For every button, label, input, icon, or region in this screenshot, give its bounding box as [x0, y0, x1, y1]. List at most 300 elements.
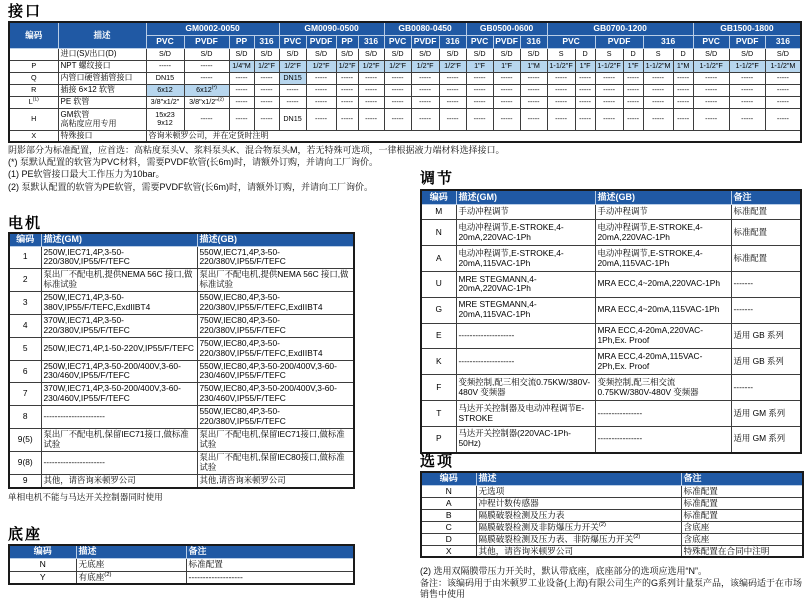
- material-header: PP: [229, 35, 254, 48]
- value-cell: -----: [673, 108, 693, 130]
- value-cell: -----: [547, 72, 575, 84]
- value-cell: -----: [439, 96, 466, 108]
- code-cell: K: [421, 349, 456, 375]
- desc-cell: 电动冲程调节,E-STROKE,4-20mA,115VAC-1Ph: [456, 246, 595, 272]
- remark-cell: 标准配置: [186, 558, 354, 571]
- value-cell: -----: [493, 96, 520, 108]
- value-cell: -----: [254, 84, 279, 96]
- note-line: (2) 泵默认配置的软管为PE软管，需要PVDF软管(长6m)时，请额外订购，并请向工厂询价。: [8, 181, 374, 192]
- table-row: [421, 246, 801, 272]
- table-row: [9, 558, 354, 571]
- value-cell: -----: [466, 72, 493, 84]
- remark-cell: -------: [731, 375, 801, 401]
- code-cell: C: [421, 521, 476, 533]
- desc-cell: MRE STEGMANN,4-20mA,115VAC-1Ph: [456, 297, 595, 323]
- desc-cell: 进口(S)/出口(D): [58, 48, 146, 60]
- remark-cell: 750W,IEC80,4P,3-50-200/400V,3-60-230/460V,IP55/F/TEFC: [197, 383, 354, 406]
- remark-cell: 含底座: [681, 533, 803, 545]
- material-header: PVC: [547, 35, 595, 48]
- column-header: 描述: [58, 22, 146, 48]
- value-cell: DN15: [146, 72, 184, 84]
- value-cell: 6x12: [146, 84, 184, 96]
- table-row: [9, 108, 801, 130]
- table-row: [421, 401, 801, 427]
- code-cell: 9: [9, 474, 41, 487]
- value-cell: -----: [493, 108, 520, 130]
- table-row: [9, 314, 354, 337]
- value-cell: -----: [229, 72, 254, 84]
- value-cell: D: [673, 48, 693, 60]
- value-cell: -----: [184, 60, 229, 72]
- column-header: 描述(GB): [197, 233, 354, 246]
- model-group-header: GB0700-1200: [547, 22, 693, 35]
- material-header: 316: [358, 35, 384, 48]
- table-row: [9, 451, 354, 474]
- value-cell: S/D: [466, 48, 493, 60]
- column-header: 描述: [476, 472, 681, 485]
- value-cell: 3/8"x1/2": [146, 96, 184, 108]
- code-cell: M: [421, 204, 456, 220]
- value-cell: 1"F: [575, 60, 595, 72]
- value-cell: 3/8"x1/2"$^{(2)}$: [184, 96, 229, 108]
- desc-cell: 内管口硬管插管接口: [58, 72, 146, 84]
- value-cell: -----: [336, 72, 358, 84]
- desc-cell: MRA ECC,4~20mA,220VAC-1Ph: [595, 272, 731, 298]
- material-header: PVDF: [595, 35, 643, 48]
- table-row: [9, 84, 801, 96]
- desc-cell: 马达开关控制器及电动冲程调节E-STROKE: [456, 401, 595, 427]
- value-cell: -----: [595, 96, 623, 108]
- remark-cell: 适用 GM 系列: [731, 401, 801, 427]
- value-cell: -----: [595, 108, 623, 130]
- value-cell: 1/2"F: [384, 60, 411, 72]
- value-cell: -----: [229, 108, 254, 130]
- superscript: (2): [598, 522, 606, 529]
- value-cell: -----: [306, 108, 336, 130]
- table-row: [9, 406, 354, 429]
- value-cell: DN15: [279, 72, 306, 84]
- desc-cell: PE 软管: [58, 96, 146, 108]
- value-cell: S/D: [693, 48, 729, 60]
- value-cell: -----: [693, 84, 729, 96]
- value-cell: -----: [729, 72, 765, 84]
- value-cell: S/D: [306, 48, 336, 60]
- desc-cell: 变频控制,配三相交流0.75KW/380V-480V 变频器: [595, 375, 731, 401]
- material-header: PVC: [466, 35, 493, 48]
- table-row: [9, 383, 354, 406]
- remark-cell: -------------------: [186, 571, 354, 584]
- value-cell: 1/2"F: [279, 60, 306, 72]
- value-cell: 1-1/2"F: [547, 60, 575, 72]
- remark-cell: 标准配置: [731, 220, 801, 246]
- material-header: PVC: [693, 35, 729, 48]
- desc-cell: 泵出厂不配电机,提供NEMA 56C 接口,做标准试验: [41, 269, 197, 292]
- value-cell: -----: [384, 72, 411, 84]
- remark-cell: 550W,IEC80,4P,3-50-220/380V,IP55/F/TEFC: [197, 406, 354, 429]
- code-cell: 3: [9, 292, 41, 315]
- interface-section-title: 接口: [8, 3, 43, 20]
- value-cell: 1"F: [493, 60, 520, 72]
- value-cell: -----: [595, 72, 623, 84]
- value-cell: S: [643, 48, 673, 60]
- remark-cell: 750W,IEC80,4P,3-50-220/380V,IP55/F/TEFC,ExdIIBT4: [197, 337, 354, 360]
- value-cell: -----: [575, 72, 595, 84]
- desc-cell: MRA ECC,4-20mA,220VAC-1Ph,Ex. Proof: [595, 323, 731, 349]
- value-cell: -----: [358, 84, 384, 96]
- column-header: 备注: [681, 472, 803, 485]
- code-cell: [9, 48, 58, 60]
- value-cell: -----: [765, 96, 801, 108]
- remark-cell: 含底座: [681, 521, 803, 533]
- code-cell: 4: [9, 314, 41, 337]
- superscript: (2): [217, 97, 224, 103]
- value-cell: -----: [411, 72, 439, 84]
- value-cell: -----: [384, 96, 411, 108]
- table-row: [421, 509, 803, 521]
- remark-cell: 标准配置: [681, 485, 803, 497]
- value-cell: -----: [575, 96, 595, 108]
- superscript: (1): [32, 97, 39, 103]
- value-cell: -----: [306, 96, 336, 108]
- value-cell: -----: [336, 96, 358, 108]
- desc-cell: 泵出厂不配电机,保留IEC71接口,做标准试验: [41, 429, 197, 452]
- code-cell: G: [421, 297, 456, 323]
- value-cell: -----: [693, 96, 729, 108]
- value-cell: -----: [146, 60, 184, 72]
- desc-cell: 无选项: [476, 485, 681, 497]
- remark-cell: 适用 GB 系列: [731, 323, 801, 349]
- value-cell: -----: [493, 84, 520, 96]
- column-header: 备注: [731, 190, 801, 204]
- code-cell: Q: [9, 72, 58, 84]
- table-row: [9, 545, 354, 558]
- code-cell: 2: [9, 269, 41, 292]
- desc-cell: 隔膜破裂检测及非防爆压力开关$^{(2)}$: [476, 521, 681, 533]
- table-row: [9, 429, 354, 452]
- code-cell: F: [421, 375, 456, 401]
- table-row: [421, 533, 803, 545]
- model-group-header: GB0080-0450: [384, 22, 466, 35]
- desc-cell: 250W,IEC71,4P,3-50-220/380V,IP55/F/TEFC: [41, 246, 197, 269]
- remark-cell: 特殊配置在合同中注明: [681, 545, 803, 557]
- value-cell: S/D: [184, 48, 229, 60]
- material-header: PVDF: [184, 35, 229, 48]
- table-row: [9, 571, 354, 584]
- code-cell: T: [421, 401, 456, 427]
- remark-cell: 其他,请咨询米顿罗公司: [197, 474, 354, 487]
- desc-cell: 马达开关控制器(220VAC-1Ph-50Hz): [456, 426, 595, 452]
- value-cell: -----: [765, 72, 801, 84]
- code-cell: R: [9, 84, 58, 96]
- table-row: [421, 204, 801, 220]
- value-cell: S/D: [336, 48, 358, 60]
- desc-cell: GM软管 高粘度应用专用: [58, 108, 146, 130]
- code-cell: E: [421, 323, 456, 349]
- material-header: PP: [336, 35, 358, 48]
- remark-cell: 泵出厂不配电机,保留IEC71接口,做标准试验: [197, 429, 354, 452]
- code-cell: 9(8): [9, 451, 41, 474]
- value-cell: 1-1/2"F: [595, 60, 623, 72]
- value-cell: 咨询米顿罗公司，并在定货时注明: [146, 130, 801, 142]
- value-cell: D: [575, 48, 595, 60]
- material-header: PVDF: [729, 35, 765, 48]
- value-cell: S/D: [439, 48, 466, 60]
- value-cell: S: [595, 48, 623, 60]
- value-cell: -----: [595, 84, 623, 96]
- table-row: [9, 60, 801, 72]
- value-cell: 1/2"F: [411, 60, 439, 72]
- value-cell: -----: [623, 108, 643, 130]
- column-header: 编码: [9, 545, 76, 558]
- desc-cell: 有底座$^{(2)}$: [76, 571, 186, 584]
- table-row: [421, 521, 803, 533]
- desc-cell: 特殊接口: [58, 130, 146, 142]
- value-cell: -----: [411, 84, 439, 96]
- code-cell: D: [421, 533, 476, 545]
- remark-cell: -------: [731, 272, 801, 298]
- desc-cell: 其他，请咨询米顿罗公司: [41, 474, 197, 487]
- interface-notes: [8, 144, 648, 193]
- table-row: [421, 190, 801, 204]
- model-group-header: GB0500-0600: [466, 22, 547, 35]
- value-cell: -----: [306, 72, 336, 84]
- table-row: [421, 349, 801, 375]
- value-cell: -----: [184, 72, 229, 84]
- value-cell: -----: [643, 108, 673, 130]
- motor-table: [8, 232, 355, 489]
- value-cell: -----: [229, 84, 254, 96]
- material-header: 316: [254, 35, 279, 48]
- code-cell: H: [9, 108, 58, 130]
- options-notes: [420, 566, 806, 601]
- value-cell: 1-1/2"F: [693, 60, 729, 72]
- table-row: [9, 246, 354, 269]
- material-header: PVDF: [493, 35, 520, 48]
- value-cell: -----: [729, 96, 765, 108]
- value-cell: -----: [673, 96, 693, 108]
- table-row: [9, 130, 801, 142]
- code-cell: 8: [9, 406, 41, 429]
- value-cell: S/D: [765, 48, 801, 60]
- column-header: 描述(GM): [456, 190, 595, 204]
- value-cell: -----: [466, 108, 493, 130]
- superscript: (2): [104, 572, 112, 579]
- table-row: [421, 272, 801, 298]
- table-row: [9, 233, 354, 246]
- code-cell: 6: [9, 360, 41, 383]
- code-cell: 1: [9, 246, 41, 269]
- code-cell: U: [421, 272, 456, 298]
- value-cell: S/D: [520, 48, 547, 60]
- value-cell: -----: [547, 84, 575, 96]
- value-cell: 1-1/2"F: [729, 60, 765, 72]
- value-cell: -----: [693, 72, 729, 84]
- value-cell: -----: [520, 108, 547, 130]
- value-cell: -----: [229, 96, 254, 108]
- value-cell: 6x12(*): [184, 84, 229, 96]
- code-cell: 5: [9, 337, 41, 360]
- value-cell: -----: [358, 96, 384, 108]
- column-header: 编码: [9, 233, 41, 246]
- base-section-title: 底座: [8, 526, 43, 543]
- value-cell: -----: [643, 72, 673, 84]
- value-cell: -----: [254, 72, 279, 84]
- value-cell: -----: [466, 84, 493, 96]
- desc-cell: 手动冲程调节: [456, 204, 595, 220]
- note-line: (1) PE软管接口最大工作压力为10bar。: [8, 169, 165, 180]
- value-cell: S: [547, 48, 575, 60]
- value-cell: 1-1/2"M: [765, 60, 801, 72]
- value-cell: -----: [643, 84, 673, 96]
- value-cell: -----: [547, 108, 575, 130]
- desc-cell: ----------------------: [41, 406, 197, 429]
- value-cell: 1"M: [673, 60, 693, 72]
- table-row: [9, 22, 801, 35]
- value-cell: DN15: [279, 108, 306, 130]
- value-cell: -----: [520, 72, 547, 84]
- model-group-header: GM0090-0500: [279, 22, 384, 35]
- desc-cell: 370W,IEC71,4P,3-50-220/380V,IP55/F/TEFC: [41, 314, 197, 337]
- value-cell: 1/2"F: [336, 60, 358, 72]
- material-header: PVDF: [411, 35, 439, 48]
- base-table: [8, 544, 355, 585]
- value-cell: S/D: [493, 48, 520, 60]
- value-cell: 15x23 9x12: [146, 108, 184, 130]
- value-cell: 1"F: [623, 60, 643, 72]
- value-cell: -----: [673, 84, 693, 96]
- value-cell: -----: [336, 108, 358, 130]
- desc-cell: 370W,IEC71,4P,3-50-200/400V,3-60-230/460V,IP55/F/TEFC: [41, 383, 197, 406]
- desc-cell: 电动冲程调节,E-STROKE,4-20mA,220VAC-1Ph: [595, 220, 731, 246]
- remark-cell: 550W,IEC80,4P,3-50-220/380V,IP55/F/TEFC,ExdIIBT4: [197, 292, 354, 315]
- value-cell: -----: [184, 108, 229, 130]
- value-cell: -----: [439, 108, 466, 130]
- value-cell: 1"F: [466, 60, 493, 72]
- value-cell: -----: [575, 84, 595, 96]
- column-header: 编码: [421, 472, 476, 485]
- code-cell: 7: [9, 383, 41, 406]
- note-line: (2) 选用双隔膜带压力开关时，默认带底座，底座部分的选项应选用“N”。: [420, 566, 707, 576]
- value-cell: 1"M: [520, 60, 547, 72]
- value-cell: -----: [520, 84, 547, 96]
- table-row: [9, 96, 801, 108]
- value-cell: S/D: [146, 48, 184, 60]
- motor-section-title: 电机: [8, 215, 43, 232]
- remark-cell: 550W,IEC71,4P,3-50-220/380V,IP55/F/TEFC: [197, 246, 354, 269]
- desc-cell: MRA ECC,4-20mA,115VAC-2Ph,Ex. Proof: [595, 349, 731, 375]
- interface-table: [8, 21, 802, 143]
- value-cell: D: [623, 48, 643, 60]
- value-cell: -----: [384, 84, 411, 96]
- value-cell: -----: [623, 96, 643, 108]
- value-cell: -----: [765, 84, 801, 96]
- table-row: [9, 360, 354, 383]
- remark-cell: -------: [731, 297, 801, 323]
- value-cell: 1/2"F: [358, 60, 384, 72]
- material-header: 316: [765, 35, 801, 48]
- remark-cell: 标准配置: [681, 509, 803, 521]
- value-cell: -----: [279, 84, 306, 96]
- value-cell: S/D: [411, 48, 439, 60]
- code-cell: N: [9, 558, 76, 571]
- value-cell: -----: [439, 84, 466, 96]
- motor-note: 单相电机不能与马达开关控制器同时使用: [8, 492, 163, 502]
- note-line: (*) 泵默认配置的软管为PVC材料，需要PVDF软管(长6m)时，请额外订购，并请向工厂询价。: [8, 157, 379, 168]
- desc-cell: 手动冲程调节: [595, 204, 731, 220]
- value-cell: -----: [623, 72, 643, 84]
- desc-cell: MRE STEGMANN,4-20mA,220VAC-1Ph: [456, 272, 595, 298]
- material-header: PVC: [146, 35, 184, 48]
- desc-cell: 变频控制,配三相交流0.75KW/380V-480V 变频器: [456, 375, 595, 401]
- remark-cell: 适用 GB 系列: [731, 349, 801, 375]
- superscript: (*): [211, 85, 217, 91]
- material-header: 316: [520, 35, 547, 48]
- material-header: PVC: [279, 35, 306, 48]
- material-header: PVC: [384, 35, 411, 48]
- column-header: 描述: [76, 545, 186, 558]
- desc-cell: ----------------: [595, 401, 731, 427]
- table-row: [9, 269, 354, 292]
- remark-cell: 550W,IEC80,4P,3-50-200/400V,3-60-230/460V,IP55/F/TEFC: [197, 360, 354, 383]
- desc-cell: 电动冲程调节,E-STROKE,4-20mA,115VAC-1Ph: [595, 246, 731, 272]
- options-table: [420, 471, 804, 558]
- value-cell: -----: [466, 96, 493, 108]
- code-cell: P: [9, 60, 58, 72]
- model-group-header: GB1500-1800: [693, 22, 801, 35]
- value-cell: -----: [575, 108, 595, 130]
- table-row: [421, 485, 803, 497]
- value-cell: -----: [254, 96, 279, 108]
- column-header: 备注: [186, 545, 354, 558]
- desc-cell: NPT 螺纹接口: [58, 60, 146, 72]
- table-row: [9, 292, 354, 315]
- value-cell: -----: [493, 72, 520, 84]
- table-row: [9, 72, 801, 84]
- table-row: [421, 545, 803, 557]
- value-cell: -----: [254, 108, 279, 130]
- code-cell: X: [9, 130, 58, 142]
- value-cell: 1-1/2"M: [643, 60, 673, 72]
- code-cell: P: [421, 426, 456, 452]
- value-cell: -----: [358, 108, 384, 130]
- desc-cell: --------------------: [456, 349, 595, 375]
- table-row: [421, 375, 801, 401]
- model-group-header: GM0002-0050: [146, 22, 279, 35]
- desc-cell: ----------------: [595, 426, 731, 452]
- desc-cell: --------------------: [456, 323, 595, 349]
- remark-cell: 750W,IEC80,4P,3-50-220/380V,IP55/F/TEFC: [197, 314, 354, 337]
- desc-cell: MRA ECC,4~20mA,115VAC-1Ph: [595, 297, 731, 323]
- value-cell: 1/4"M: [229, 60, 254, 72]
- code-cell: N: [421, 485, 476, 497]
- options-section-title: 选项: [420, 453, 455, 470]
- column-header: 描述(GM): [41, 233, 197, 246]
- desc-cell: 隔膜破裂检测及压力表、非防爆压力开关$^{(2)}$: [476, 533, 681, 545]
- value-cell: -----: [765, 108, 801, 130]
- value-cell: -----: [439, 72, 466, 84]
- desc-cell: 250W,IEC71,4P,3-50-200/400V,3-60-230/460V,IP55/F/TEFC: [41, 360, 197, 383]
- table-row: [421, 497, 803, 509]
- remark-cell: 泵出厂不配电机,保留IEC80接口,做标准试验: [197, 451, 354, 474]
- value-cell: -----: [673, 72, 693, 84]
- value-cell: S/D: [384, 48, 411, 60]
- value-cell: S/D: [358, 48, 384, 60]
- column-header: 描述(GB): [595, 190, 731, 204]
- desc-cell: ----------------------: [41, 451, 197, 474]
- material-header: PVDF: [306, 35, 336, 48]
- note-line: 阴影部分为标准配置，应首选：高粘度泵头V、浆料泵头K、混合物泵头M，若无特殊可选项，一律根据液力端材料选择接口。: [8, 145, 505, 155]
- remark-cell: 适用 GM 系列: [731, 426, 801, 452]
